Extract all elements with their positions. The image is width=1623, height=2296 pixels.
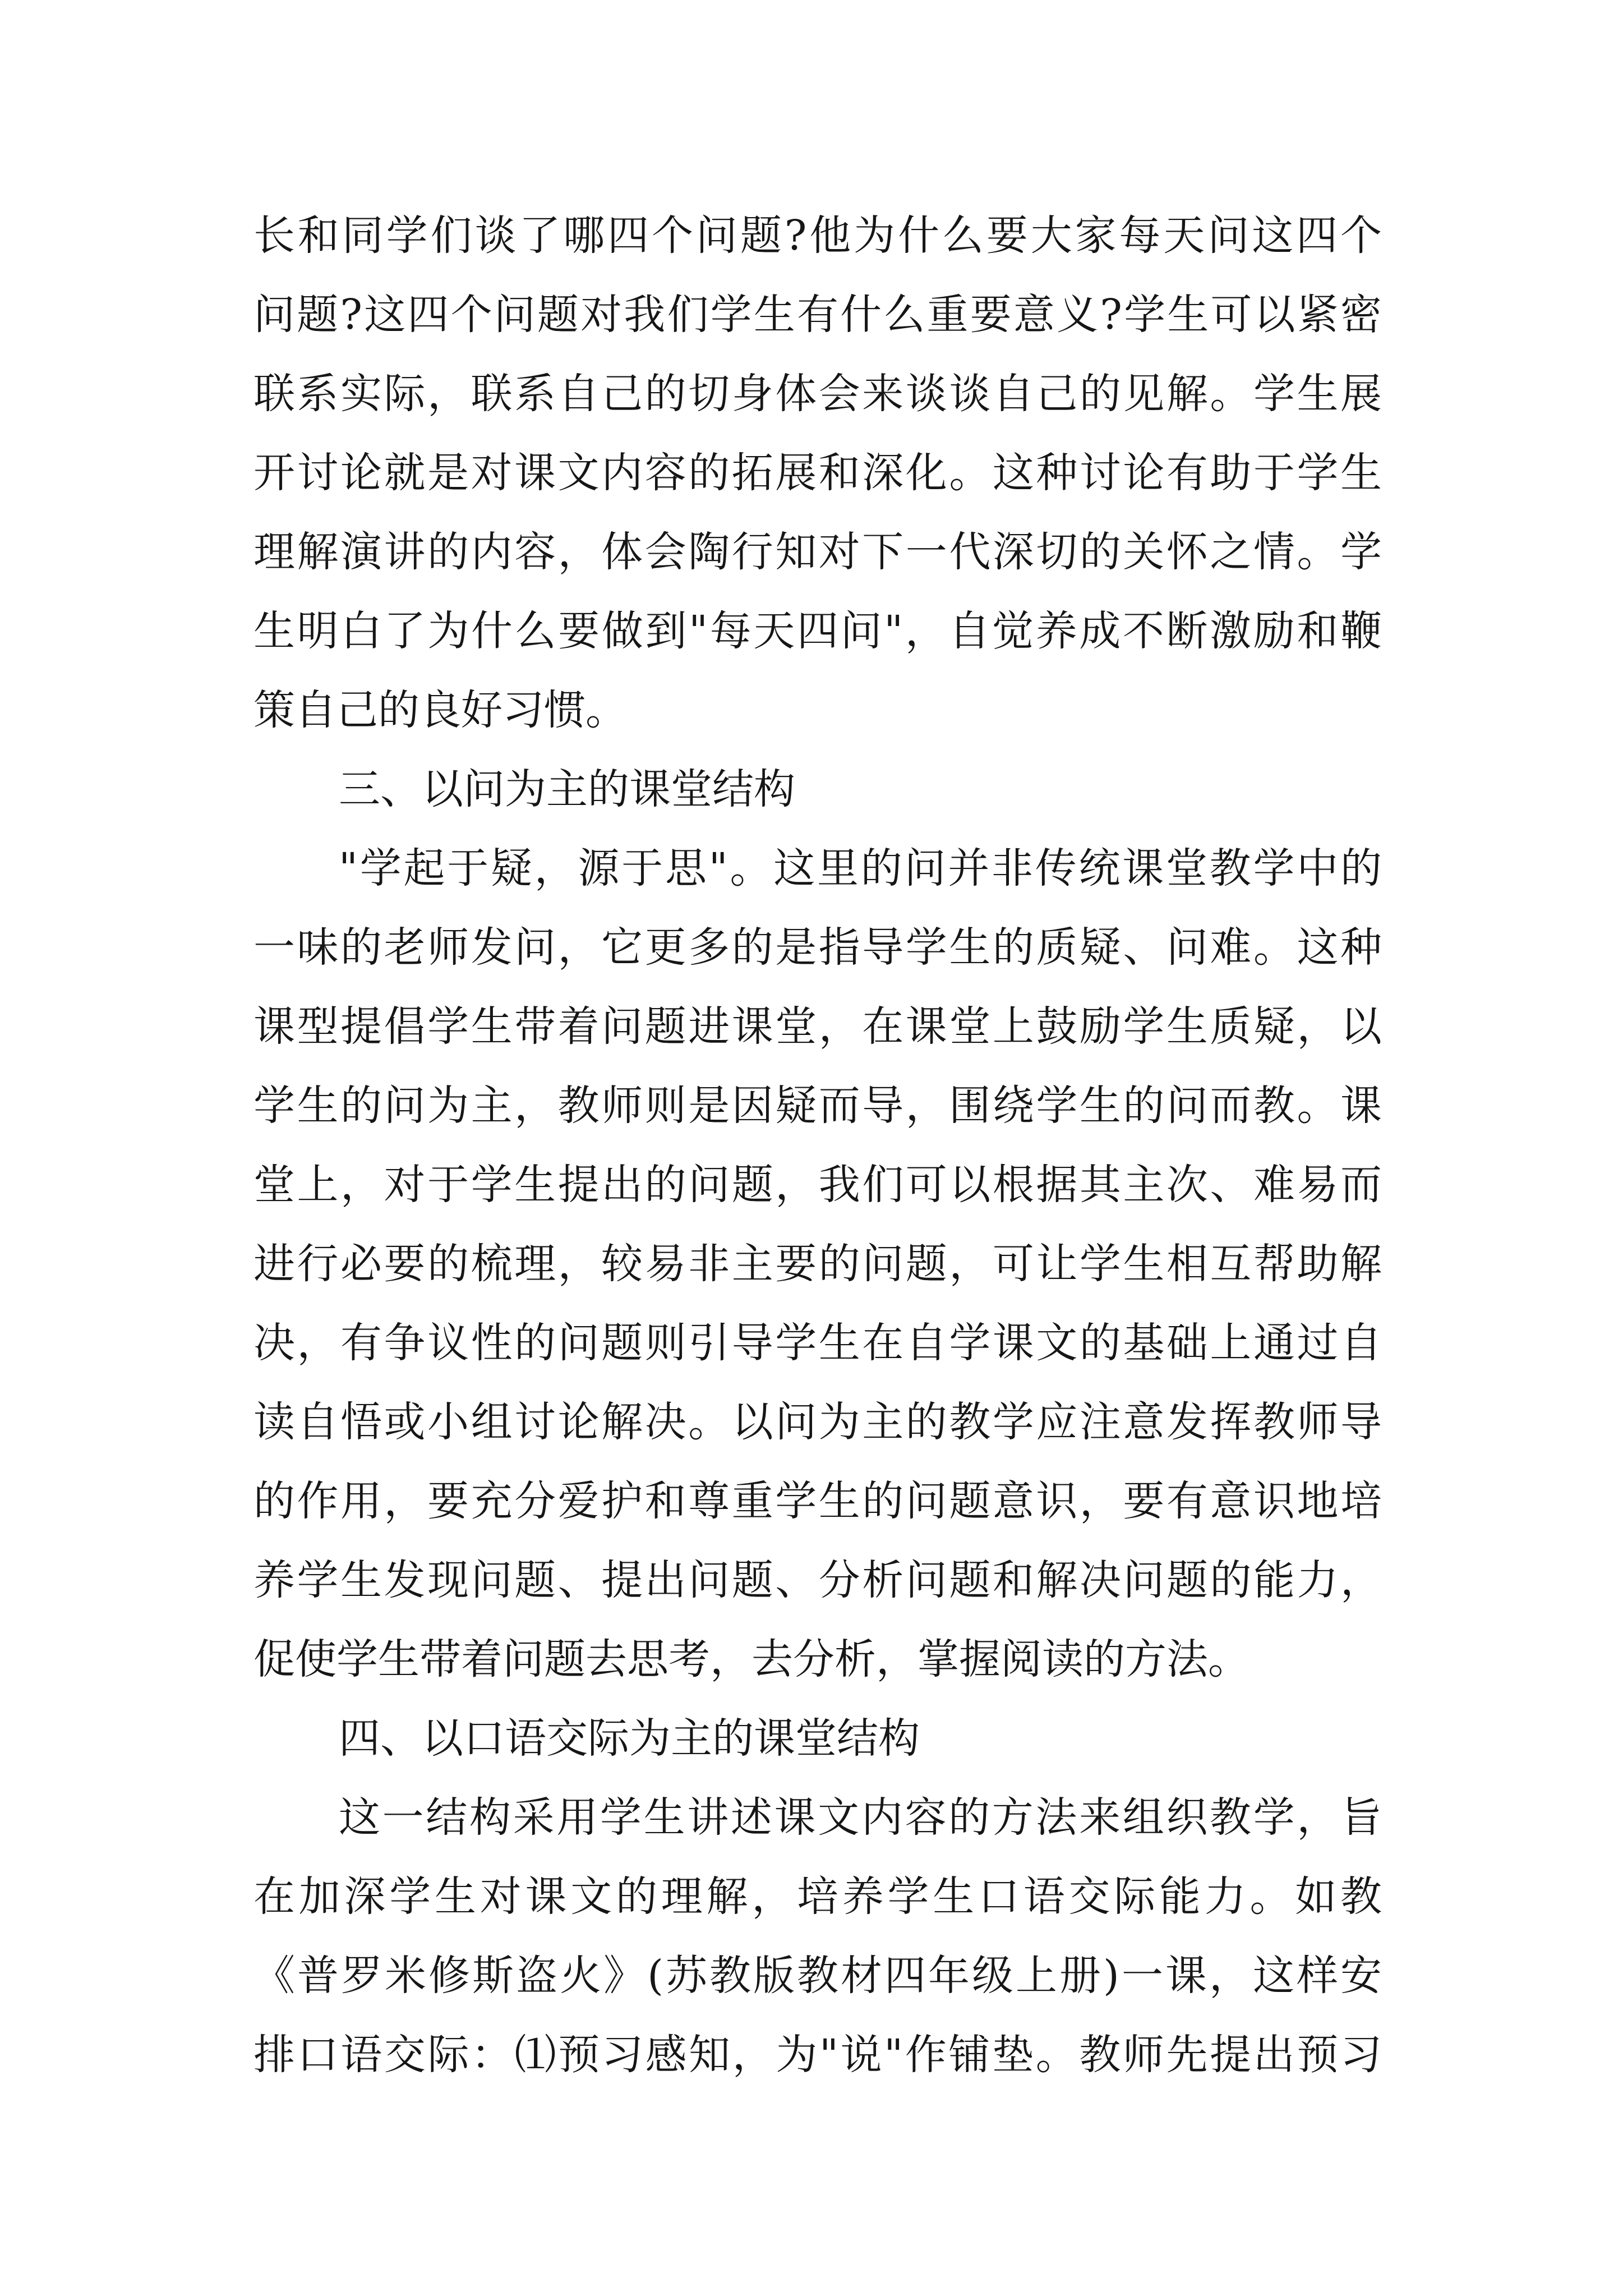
text-line: 读自悟或小组讨论解决。以问为主的教学应注意发挥教师导 (253, 1398, 1382, 1446)
text-line: 在加深学生对课文的理解，培养学生口语交际能力。如教 (253, 1872, 1382, 1921)
text-line: 课型提倡学生带着问题进课堂，在课堂上鼓励学生质疑，以 (253, 1002, 1382, 1051)
body-text (253, 196, 1382, 2095)
text-line: 策自己的良好习惯。 (253, 686, 627, 734)
text-line: "学起于疑，源于思"。这里的问并非传统课堂教学中的 (339, 844, 1382, 892)
section-heading: 四、以口语交际为主的课堂结构 (339, 1714, 920, 1763)
section-heading: 三、以问为主的课堂结构 (339, 765, 795, 813)
text-line: 决，有争议性的问题则引导学生在自学课文的基础上通过自 (253, 1319, 1382, 1367)
text-line: 问题?这四个问题对我们学生有什么重要意义?学生可以紧密 (253, 291, 1382, 339)
text-line: 《普罗米修斯盗火》(苏教版教材四年级上册)一课，这样安 (253, 1952, 1382, 2000)
text-line: 这一结构采用学生讲述课文内容的方法来组织教学，旨 (339, 1793, 1382, 1842)
text-line: 养学生发现问题、提出问题、分析问题和解决问题的能力， (253, 1556, 1382, 1604)
text-line: 排口语交际：⑴预习感知，为"说"作铺垫。教师先提出预习 (253, 2031, 1382, 2079)
text-line: 联系实际，联系自己的切身体会来谈谈自己的见解。学生展 (253, 370, 1382, 418)
text-line: 学生的问为主，教师则是因疑而导，围绕学生的问而教。课 (253, 1082, 1382, 1130)
text-line: 促使学生带着问题去思考，去分析，掌握阅读的方法。 (253, 1635, 1249, 1683)
text-line: 开讨论就是对课文内容的拓展和深化。这种讨论有助于学生 (253, 449, 1382, 497)
text-line: 堂上，对于学生提出的问题，我们可以根据其主次、难易而 (253, 1161, 1382, 1209)
text-line: 进行必要的梳理，较易非主要的问题，可让学生相互帮助解 (253, 1240, 1382, 1288)
text-line: 一味的老师发问，它更多的是指导学生的质疑、问难。这种 (253, 923, 1382, 972)
text-line: 的作用，要充分爱护和尊重学生的问题意识，要有意识地培 (253, 1477, 1382, 1525)
text-line: 生明白了为什么要做到"每天四问"，自觉养成不断激励和鞭 (253, 607, 1382, 655)
text-line: 长和同学们谈了哪四个问题?他为什么要大家每天问这四个 (253, 211, 1382, 260)
text-line: 理解演讲的内容，体会陶行知对下一代深切的关怀之情。学 (253, 528, 1382, 576)
